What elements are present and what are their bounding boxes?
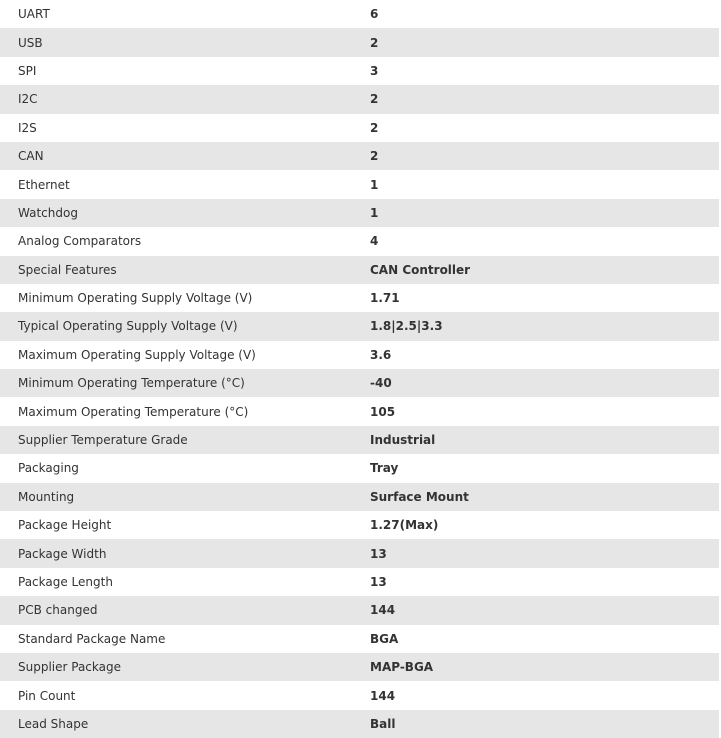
spec-label: Package Width <box>18 546 107 561</box>
spec-value: Ball <box>370 716 396 731</box>
table-row <box>0 596 719 624</box>
spec-label: Ethernet <box>18 177 70 192</box>
spec-label: Pin Count <box>18 688 76 703</box>
table-row <box>0 426 719 454</box>
spec-label: I2S <box>18 120 37 135</box>
spec-value: CAN Controller <box>370 262 471 277</box>
spec-label: Supplier Package <box>18 660 121 675</box>
table-row <box>0 312 719 340</box>
spec-label: Supplier Temperature Grade <box>18 433 188 448</box>
spec-label: PCB changed <box>18 603 98 618</box>
spec-label: CAN <box>18 149 44 164</box>
spec-value: 2 <box>370 120 379 135</box>
table-row <box>0 284 719 312</box>
table-row <box>0 681 719 709</box>
spec-label: Standard Package Name <box>18 631 166 646</box>
table-row <box>0 199 719 227</box>
spec-label: Maximum Operating Supply Voltage (V) <box>18 347 256 362</box>
table-row <box>0 85 719 113</box>
spec-value: 1 <box>370 205 379 220</box>
spec-label: Package Height <box>18 518 112 533</box>
table-row <box>0 57 719 85</box>
spec-value: 4 <box>370 234 379 249</box>
spec-value: Industrial <box>370 433 436 448</box>
table-row <box>0 625 719 653</box>
table-row <box>0 483 719 511</box>
spec-value: 1 <box>370 177 379 192</box>
table-row <box>0 454 719 482</box>
spec-value: 144 <box>370 688 396 703</box>
table-row <box>0 0 719 28</box>
table-row <box>0 142 719 170</box>
spec-value: Surface Mount <box>370 489 469 504</box>
spec-label: Minimum Operating Temperature (°C) <box>18 376 245 391</box>
spec-label: Analog Comparators <box>18 234 142 249</box>
spec-label: Mounting <box>18 489 75 504</box>
spec-value: 2 <box>370 92 379 107</box>
table-row <box>0 397 719 425</box>
table-row <box>0 28 719 56</box>
spec-label: UART <box>18 7 50 22</box>
table-row <box>0 568 719 596</box>
spec-label: Typical Operating Supply Voltage (V) <box>18 319 238 334</box>
spec-value: -40 <box>370 376 392 391</box>
spec-label: Watchdog <box>18 205 78 220</box>
spec-value: 3 <box>370 63 379 78</box>
spec-value: 2 <box>370 35 379 50</box>
spec-label: SPI <box>18 63 37 78</box>
spec-value: 1.8|2.5|3.3 <box>370 319 443 334</box>
spec-label: USB <box>18 35 43 50</box>
spec-label: Package Length <box>18 575 113 589</box>
spec-value: 13 <box>370 575 387 589</box>
table-row <box>0 511 719 539</box>
table-row <box>0 369 719 397</box>
table-row <box>0 114 719 142</box>
spec-label: Special Features <box>18 262 117 277</box>
spec-value: 3.6 <box>370 347 392 362</box>
spec-value: 105 <box>370 404 396 419</box>
table-row <box>0 227 719 255</box>
spec-value: Tray <box>370 461 399 476</box>
spec-value: 6 <box>370 7 379 22</box>
spec-label: I2C <box>18 92 38 107</box>
spec-value: 13 <box>370 546 387 561</box>
spec-label: Packaging <box>18 461 79 476</box>
table-row <box>0 653 719 681</box>
spec-value: 144 <box>370 603 396 618</box>
spec-value: 1.27(Max) <box>370 518 439 533</box>
spec-value: 1.71 <box>370 291 400 306</box>
table-row <box>0 256 719 284</box>
table-row <box>0 341 719 369</box>
spec-label: Maximum Operating Temperature (°C) <box>18 404 249 419</box>
spec-label: Minimum Operating Supply Voltage (V) <box>18 291 253 306</box>
spec-value: BGA <box>370 631 399 646</box>
spec-label: Lead Shape <box>18 716 89 731</box>
table-row <box>0 710 719 738</box>
table-row <box>0 539 719 567</box>
spec-value: 2 <box>370 149 379 164</box>
spec-value: MAP-BGA <box>370 660 434 675</box>
table-row <box>0 170 719 198</box>
